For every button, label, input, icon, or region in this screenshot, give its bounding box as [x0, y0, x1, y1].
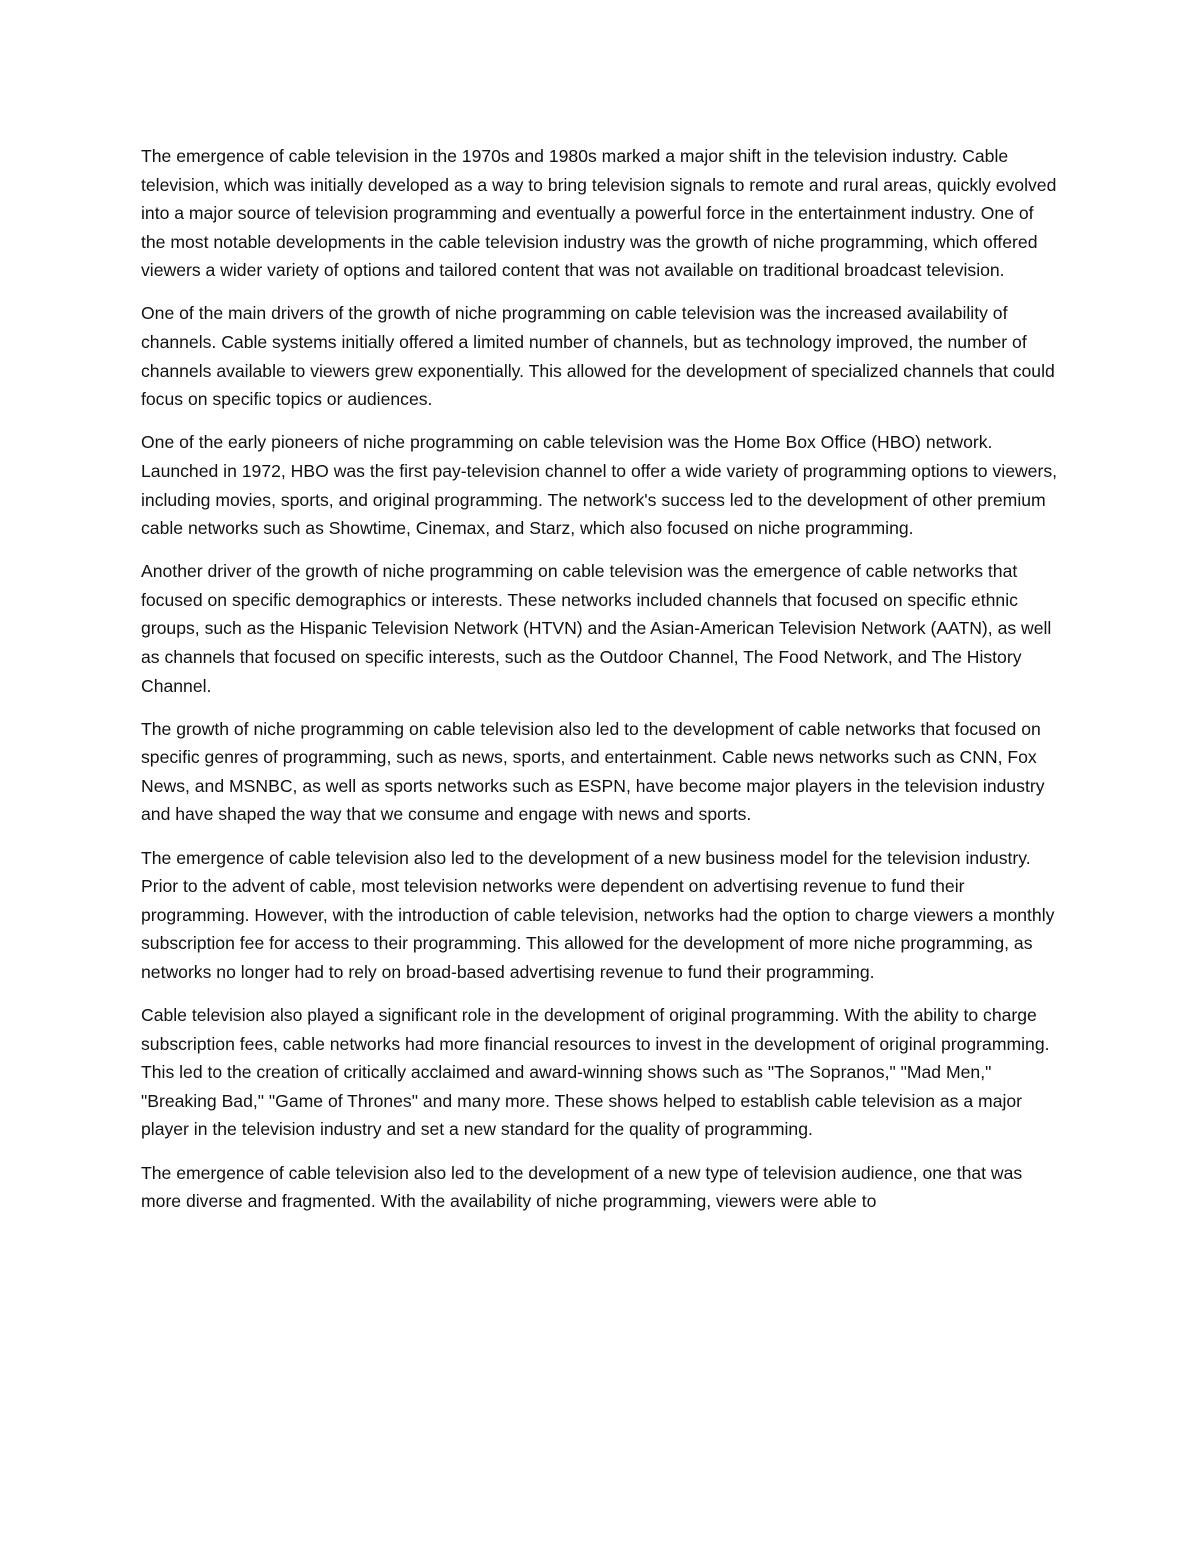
paragraph-3: One of the early pioneers of niche programming on cable television was the Home Box Office (HBO) network. Launched in 1972, HBO was the first pay-television channel to offer a wide variety of programming options to viewers, including movies, sports, and original programming. The network's success led to the development of other premium cable networks such as Showtime, Cinemax, and Starz, which also focused on niche programming.	[141, 432, 1058, 539]
paragraph-4: Another driver of the growth of niche programming on cable television was the emergence of cable networks that focused on specific demographics or interests. These networks included channels that focused on specific ethnic groups, such as the Hispanic Television Network (HTVN) and the Asian-American Television Network (AATN), as well as channels that focused on specific interests, such as the Outdoor Channel, The Food Network, and The History Channel.	[141, 561, 1052, 696]
paragraph-1: The emergence of cable television in the 1970s and 1980s marked a major shift in the television industry. Cable television, which was initially developed as a way to bring television signals to remote and rural areas, quickly evolved into a major source of television programming and eventually a powerful force in the entertainment industry. One of the most notable developments in the cable television industry was the growth of niche programming, which offered viewers a wider variety of options and tailored content that was not available on traditional broadcast television.	[141, 146, 1057, 281]
paragraph-8: The emergence of cable television also led to the development of a new type of television audience, one that was more diverse and fragmented. With the availability of niche programming, viewers were able to	[141, 1162, 1023, 1212]
paragraph-2: One of the main drivers of the growth of niche programming on cable television was the increased availability of channels. Cable systems initially offered a limited number of channels, but as technology improved, the number of channels available to viewers grew exponentially. This allowed for the development of specialized channels that could focus on specific topics or audiences.	[141, 303, 1055, 410]
paragraph-7: Cable television also played a significant role in the development of original programming. With the ability to charge subscription fees, cable networks had more financial resources to invest in the development of original programming. This led to the creation of critically acclaimed and award-winning shows such as "The Sopranos," "Mad Men," "Breaking Bad," "Game of Thrones" and many more. These shows helped to establish cable television as a major player in the television industry and set a new standard for the quality of programming.	[141, 1005, 1050, 1140]
document-body	[141, 142, 1061, 1230]
paragraph-5: The growth of niche programming on cable television also led to the development of cable networks that focused on specific genres of programming, such as news, sports, and entertainment. Cable news networks such as CNN, Fox News, and MSNBC, as well as sports networks such as ESPN, have become major players in the television industry and have shaped the way that we consume and engage with news and sports.	[141, 718, 1045, 825]
paragraph-6: The emergence of cable television also led to the development of a new business model for the television industry. Prior to the advent of cable, most television networks were dependent on advertising revenue to fund their programming. However, with the introduction of cable television, networks had the option to charge viewers a monthly subscription fee for access to their programming. This allowed for the development of more niche programming, as networks no longer had to rely on broad-based advertising revenue to fund their programming.	[141, 847, 1055, 982]
